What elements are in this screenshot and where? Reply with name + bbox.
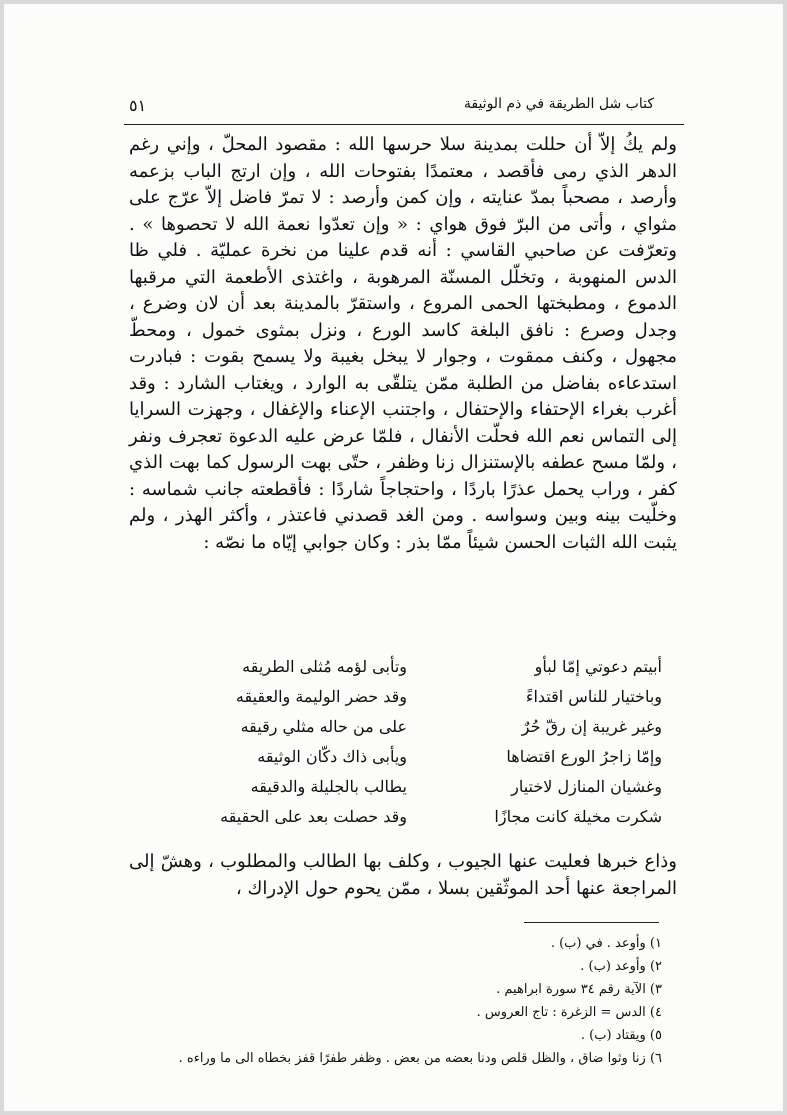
verse-first-hemistich: وإمّا زاجرُ الورع اقتضاها <box>506 747 662 766</box>
verse-second-hemistich: ويأبى ذاك دكّان الوثيقه <box>257 747 407 766</box>
verse-first-hemistich: أبيتم دعوتي إمّا لبأو <box>534 657 662 676</box>
page-number: ٥١ <box>129 96 147 115</box>
footnote: ٢) وأوعد (ب) . <box>580 959 662 974</box>
main-text <box>129 132 677 556</box>
verse-first-hemistich: وغير غريبة إن رقّ حُرٌ <box>521 717 662 736</box>
poem-verse <box>182 682 662 712</box>
footnote: ٥) ويقتاد (ب) . <box>580 1028 662 1043</box>
running-title: كتاب شل الطريقة في ذم الوثيقة <box>463 96 654 112</box>
poem <box>182 652 662 832</box>
verse-second-hemistich: يطالب بالجليلة والدقيقه <box>250 777 407 796</box>
poem-verse <box>182 802 662 832</box>
book-page <box>4 4 783 1111</box>
verse-second-hemistich: على من حاله مثلي رقيقه <box>240 717 407 736</box>
poem-verse <box>182 772 662 802</box>
page-header <box>124 96 684 122</box>
footnote: ٦) زنا وثوا ضاق ، والظل قلص ودنا بعضه من بعض . وظفر طفرًا قفز بخطاه الى ما وراءه . <box>178 1051 662 1066</box>
verse-second-hemistich: وقد حضر الوليمة والعقيقه <box>235 687 407 706</box>
verse-second-hemistich: وتأبى لؤمه مُثلى الطريقه <box>242 657 407 676</box>
poem-verse <box>182 652 662 682</box>
verse-first-hemistich: وباختيار للناس اقتداءً <box>525 687 662 706</box>
verse-second-hemistich: وقد حصلت بعد على الحقيقه <box>220 807 407 826</box>
footnote: ٤) الدس = الزغرة : تاج العروس . <box>476 1005 662 1020</box>
footnote-rule <box>524 922 659 923</box>
footnote: ٣) الآية رقم ٣٤ سورة ابراهيم . <box>496 982 662 997</box>
footnote: ١) وأوعد . في (ب) . <box>550 936 662 951</box>
closing-paragraph: وذاع خبرها فعليت عنها الجيوب ، وكلف بها الطالب والمطلوب ، وهشّ إلى المراجعة عنها أحد الموثّقين بسلا ، ممّن يحوم حول الإدراك ، <box>129 851 677 899</box>
poem-verse <box>182 742 662 772</box>
poem-verse <box>182 712 662 742</box>
footnotes <box>114 932 662 1070</box>
verse-first-hemistich: شكرت مخيلة كانت مجازًا <box>494 807 662 826</box>
header-rule <box>124 124 684 125</box>
paragraph: ولم يكُ إلاّ أن حللت بمدينة سلا حرسها الله : مقصود المحلّ ، وإني رغم الدهر الذي رمى فأقصد ، معتمدًا بفتوحات الله ، وإن ارتج الباب بزعمه وأرصد ، مصحباً بمدّ عنايته ، وإن كمن وأرصد : لا تمرّ فاضل إلاّ عرّج على مثواي ، وأتى من البرّ فوق هواي : « وإن تعدّوا نعمة الله لا تحصوها » . وتعرّفت عن صاحبي القاسي : أنه قدم علينا من نخرة عمليّة . فلي ظا الدس المنهوبة ، وتخلّل المسنّة المرهوبة ، واغتذى الأطعمة التي مرقبها الدموع ، ومطبختها الحمى المروع ، واستقرّ بالمدينة بعد أن لان وضرع ، وجدل وصرع : نافق البلغة كاسد الورع ، ونزل بمثوى خمول ، ومحطّ مجهول ، وكنف ممقوت ، وجوار لا يبخل بغيبة ولا يسمح بقوت : فبادرت استدعاءه بفاضل من الطلبة ممّن يتلقّى به الوارد ، ويغتاب الشارد : وقد أغرب بغراء الإحتفاء والإحتفال ، واجتنب الإعناء والإغفال ، وجهزت السرايا إلى التماس نعم الله فحلّت الأنفال ، فلمّا عرض عليه الدعوة تعجرف ونفر ، ولمّا مسح عطفه بالإستنزال زنا وظفر ، حتّى بهت الرسول كما بهت الذي كفر ، وراب يحمل عذرًا باردًا ، واحتجاجاً شاردًا : فأقطعته جانب شماسه : وخلّيت بينه وبين وسواسه . ومن الغد قصدني فاعتذر ، وأكثر الهذر ، ولم يثبت الله الثبات الحسن شيئاً ممّا بذر : وكان جوابي إيّاه ما نصّه : <box>129 134 677 553</box>
verse-first-hemistich: وغشيان المنازل لاختيار <box>511 777 662 796</box>
